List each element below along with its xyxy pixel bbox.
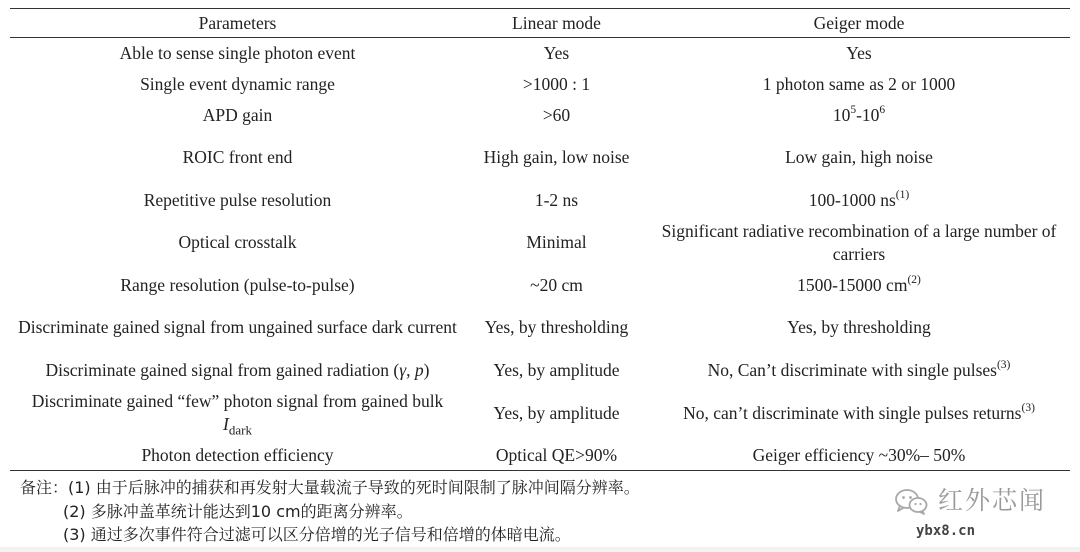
geiger-value: 1500-15000 cm <box>797 274 908 295</box>
geiger-cell: Yes, by thresholding <box>787 317 931 337</box>
param-cell <box>10 386 465 440</box>
param-text: Discriminate gained “few” photon signal from gained bulk <box>31 391 444 411</box>
linear-cell: Minimal <box>526 232 587 252</box>
geiger-cell <box>648 386 1070 440</box>
geiger-cell <box>648 184 1070 216</box>
watermark <box>894 482 1054 542</box>
p-symbol: p <box>414 359 424 380</box>
watermark-url: ybx8.cn <box>916 523 976 539</box>
geiger-cell: 1 photon same as 2 or 1000 <box>762 74 956 94</box>
table-row <box>10 216 1070 269</box>
linear-cell: Optical QE>90% <box>465 440 648 471</box>
param-cell: ROIC front end <box>182 147 293 167</box>
param-cell: Single event dynamic range <box>140 74 335 94</box>
geiger-cell <box>648 354 1070 386</box>
geiger-value: No, Can’t discriminate with single pulses <box>707 359 997 380</box>
footnote-ref: (3) <box>1021 401 1035 414</box>
param-cell: Optical crosstalk <box>178 232 297 252</box>
linear-cell: Yes, by thresholding <box>484 317 629 337</box>
wechat-icon <box>894 488 928 516</box>
param-cell: Repetitive pulse resolution <box>143 189 332 210</box>
footnote-ref: (3) <box>996 358 1011 371</box>
gain-separator: - <box>856 105 862 125</box>
footnote-ref: (2) <box>907 273 921 286</box>
param-comma: , <box>406 359 415 380</box>
table-row <box>10 440 1070 471</box>
header-linear-mode: Linear mode <box>465 9 648 38</box>
gain-base-high: 10 <box>861 105 880 125</box>
header-parameters: Parameters <box>10 9 465 38</box>
comparison-table <box>10 8 1070 471</box>
footnote-ref: (1) <box>895 188 910 201</box>
param-cell: Range resolution (pulse-to-pulse) <box>120 274 355 295</box>
table-row <box>10 69 1070 100</box>
dark-subscript: dark <box>228 422 252 438</box>
header-geiger-mode: Geiger mode <box>648 9 1070 38</box>
param-close: ) <box>423 359 430 380</box>
table-row <box>10 131 1070 184</box>
table-row <box>10 354 1070 386</box>
footnote-2: (2) 多脉冲盖革统计能达到10 cm的距离分辨率。 <box>63 501 413 521</box>
table-row <box>10 386 1070 440</box>
geiger-cell <box>648 100 1070 131</box>
linear-cell: 1-2 ns <box>534 189 579 210</box>
i-symbol: I <box>223 414 229 434</box>
footnote-3: (3) 通过多次事件符合过滤可以区分倍增的光子信号和倍增的体暗电流。 <box>63 525 571 544</box>
footnote-1: 备注：(1) 由于后脉冲的捕获和再发射大量载流子导致的死时间限制了脉冲间隔分辨率。 <box>20 478 640 497</box>
geiger-cell: Significant radiative recombination of a large number of carriers <box>661 220 1057 264</box>
linear-cell: Yes, by amplitude <box>493 359 620 380</box>
geiger-value: 100-1000 ns <box>808 189 896 210</box>
param-text: Discriminate gained signal from gained radiation ( <box>45 359 400 380</box>
linear-cell: Yes <box>543 43 570 63</box>
geiger-value: No, can’t discriminate with single pulses returns <box>683 402 1022 423</box>
table-row <box>10 184 1070 216</box>
watermark-title: 红外芯闻 <box>938 486 1047 515</box>
table-row <box>10 269 1070 301</box>
geiger-cell: Yes <box>846 43 872 63</box>
param-cell: Able to sense single photon event <box>119 43 356 63</box>
table-row <box>10 301 1070 354</box>
linear-cell: High gain, low noise <box>483 147 630 167</box>
linear-cell: >1000 : 1 <box>522 74 591 94</box>
param-cell: Photon detection efficiency <box>10 440 465 471</box>
gain-exponent-high: 6 <box>879 104 886 117</box>
table-header-row <box>10 9 1070 38</box>
footnotes <box>20 476 880 547</box>
gain-base-low: 10 <box>832 105 851 125</box>
param-cell <box>10 354 465 386</box>
geiger-cell: Geiger efficiency ~30%– 50% <box>648 440 1070 471</box>
linear-cell: ~20 cm <box>530 274 583 295</box>
table-row <box>10 38 1070 70</box>
param-cell: APD gain <box>202 105 273 125</box>
geiger-cell: Low gain, high noise <box>785 147 933 167</box>
bottom-divider <box>0 547 1080 552</box>
table-row <box>10 100 1070 131</box>
geiger-cell <box>648 269 1070 301</box>
gain-exponent-low: 5 <box>850 104 857 117</box>
gamma-symbol: γ <box>399 359 407 380</box>
param-cell: Discriminate gained signal from ungained surface dark current <box>18 317 457 337</box>
linear-cell: Yes, by amplitude <box>493 402 620 423</box>
linear-cell: >60 <box>542 105 571 125</box>
